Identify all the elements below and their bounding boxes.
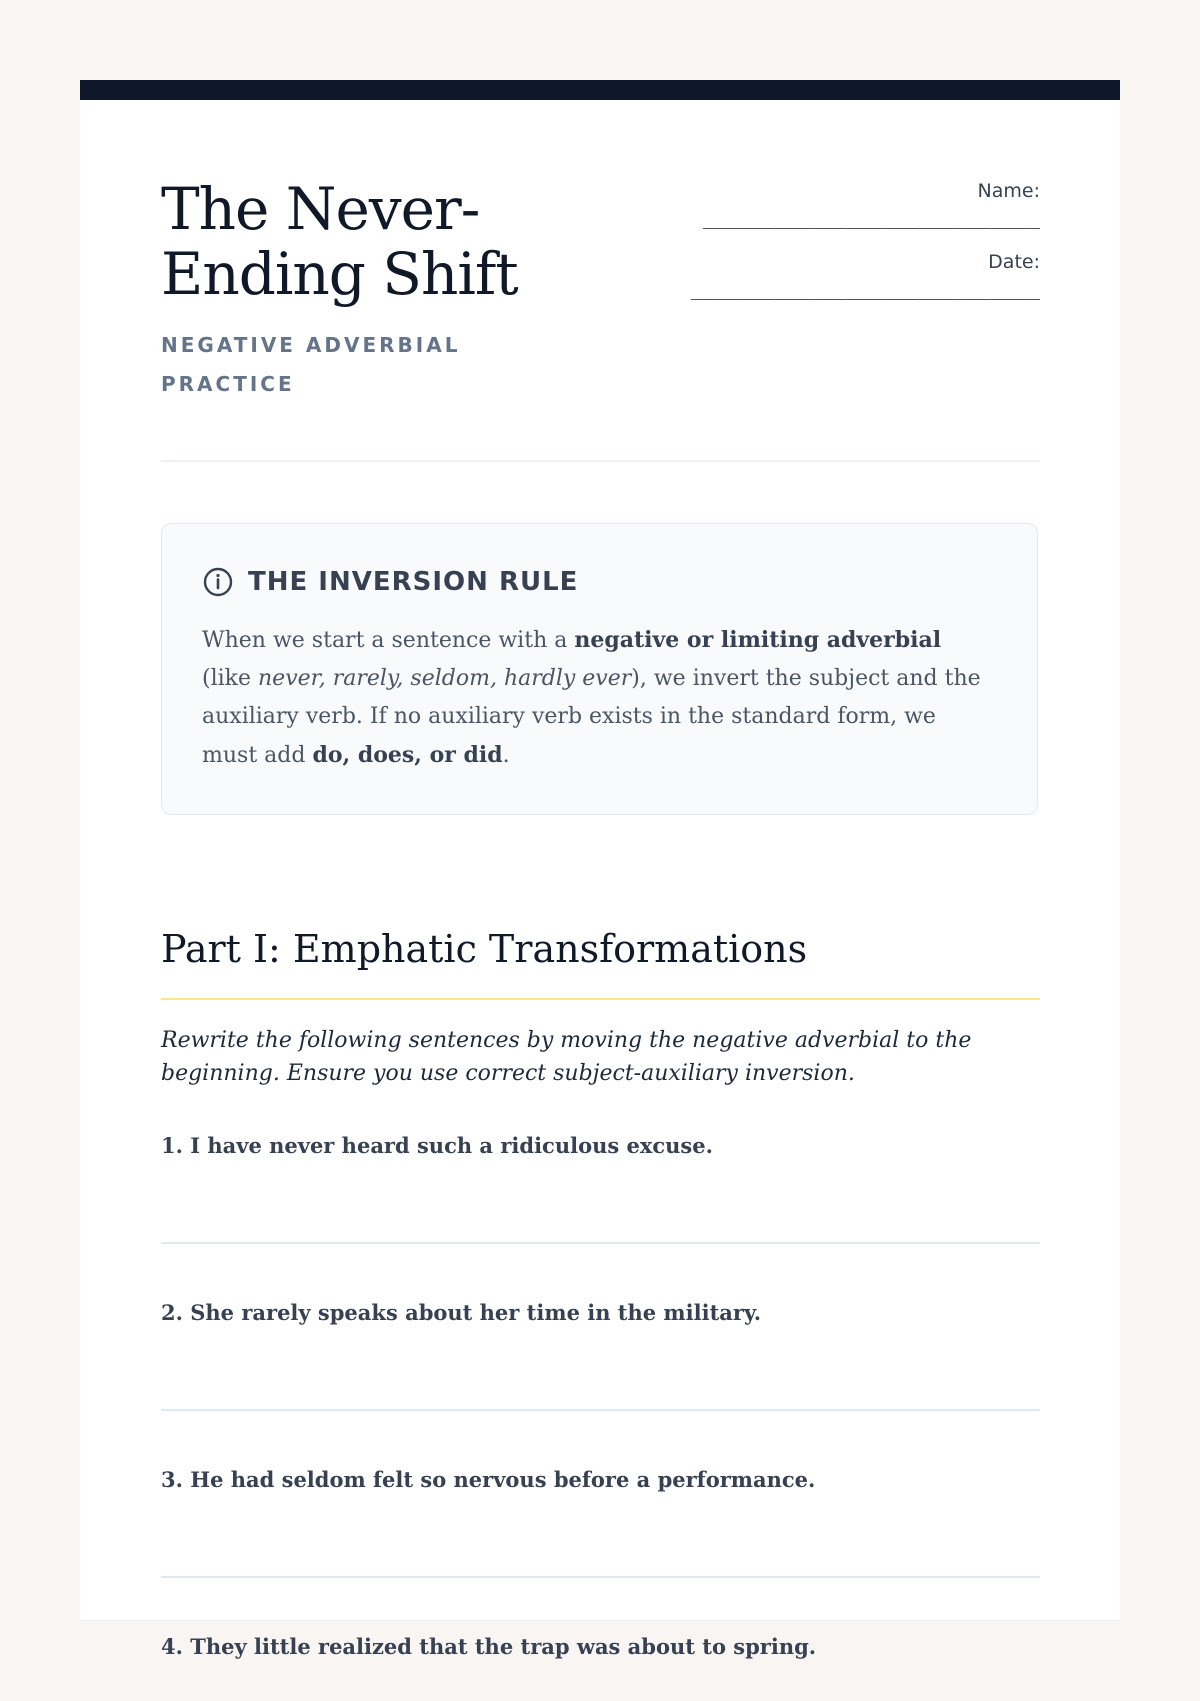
answer-writing-line[interactable]	[161, 1576, 1040, 1578]
section-title-part-1: Part I: Emphatic Transformations	[161, 927, 808, 971]
section-instructions: Rewrite the following sentences by moving the negative adverbial to the beginning. Ensure you use correct subject-auxiliary inversion.	[161, 1028, 972, 1086]
rule-text-part-1: When we start a sentence with a	[202, 628, 575, 653]
rule-text-part-3: ), we invert the subject and the auxiliary verb. If no auxiliary verb exists in the standard form, we must add	[202, 666, 981, 768]
page-title	[161, 177, 581, 307]
question-prompt: 1. I have never heard such a ridiculous excuse.	[161, 1133, 713, 1158]
question-item	[161, 1130, 1040, 1297]
name-label: Name:	[977, 180, 1040, 202]
section-title-underline	[161, 998, 1040, 1000]
student-fields	[570, 180, 1040, 304]
header-divider	[161, 460, 1040, 462]
worksheet-content	[161, 100, 1040, 1659]
rule-description	[202, 621, 997, 775]
top-accent-bar	[80, 80, 1120, 100]
answer-writing-line[interactable]	[161, 1242, 1040, 1244]
date-label: Date:	[988, 251, 1040, 273]
inversion-rule-box	[161, 523, 1038, 815]
date-writing-line[interactable]: _____________________________	[690, 276, 1040, 300]
rule-text-part-4: .	[502, 743, 510, 768]
page-title-line-1: The Never-	[161, 175, 480, 243]
page-subtitle: NEGATIVE ADVERBIAL PRACTICE	[161, 333, 461, 396]
rule-title: THE INVERSION RULE	[248, 567, 579, 597]
name-writing-line[interactable]: ____________________________	[702, 205, 1040, 229]
question-list	[161, 1130, 1040, 1701]
question-item	[161, 1297, 1040, 1464]
answer-writing-line[interactable]	[161, 1409, 1040, 1411]
rule-heading	[202, 566, 997, 598]
question-prompt: 2. She rarely speaks about her time in the military.	[161, 1300, 762, 1325]
page-title-line-2: Ending Shift	[161, 240, 518, 308]
question-prompt: 4. They little realized that the trap was about to spring.	[161, 1634, 817, 1659]
question-prompt: 3. He had seldom felt so nervous before a performance.	[161, 1467, 816, 1492]
question-item	[161, 1631, 1040, 1701]
info-icon	[202, 566, 234, 598]
rule-example-adverbials: never, rarely, seldom, hardly ever	[258, 666, 632, 691]
worksheet-page	[80, 80, 1120, 1659]
rule-bold-term-2: do, does, or did	[312, 742, 503, 768]
rule-text-part-2: (like	[202, 666, 258, 691]
question-item	[161, 1464, 1040, 1631]
worksheet-header	[161, 100, 1040, 462]
rule-bold-term-1: negative or limiting adverbial	[574, 627, 942, 653]
